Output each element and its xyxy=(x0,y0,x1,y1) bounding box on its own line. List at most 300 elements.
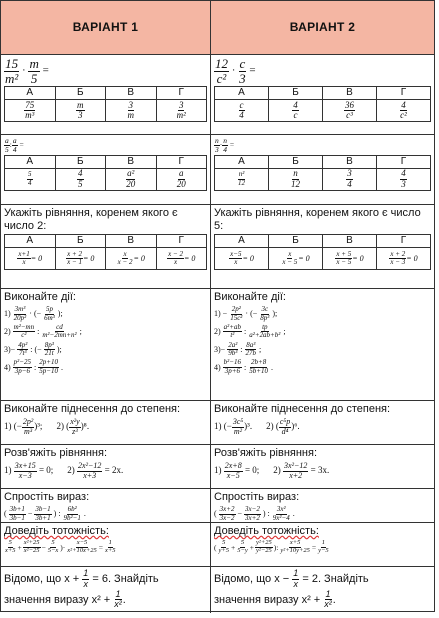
opt-tail: = 0 xyxy=(82,254,95,264)
item-pre: 1) xyxy=(4,465,12,476)
item-den: d⁴ xyxy=(281,426,289,436)
v1-t6-title: Розв'яжіть рівняння: xyxy=(4,447,108,459)
v1-t1-a-den: m² xyxy=(5,70,19,86)
variant-2-title: ВАРІАНТ 2 xyxy=(289,20,356,35)
expr-minus: − xyxy=(27,509,33,519)
option-letter-c: В xyxy=(323,235,377,248)
v2-t2-a-num: n xyxy=(215,136,219,145)
opt-num: 3 xyxy=(347,168,352,179)
item-f2-den: m²−2mn+n² xyxy=(42,331,77,340)
item-f1-den: t² xyxy=(230,331,235,340)
item-post: = 2x. xyxy=(104,465,124,476)
opt-num: a xyxy=(179,168,184,179)
line-text: = 2. Знайдіть xyxy=(302,573,369,585)
option-letter-b: Б xyxy=(55,87,106,100)
opt-num: a² xyxy=(127,168,135,179)
item-f2-den: 5p−10 xyxy=(39,366,58,375)
item-end: ; xyxy=(79,327,82,337)
line-text: = 6. Знайдіть xyxy=(92,573,159,585)
v2-t2-option-d[interactable] xyxy=(377,168,431,190)
term-1-den: y+5 xyxy=(218,547,230,554)
item-f1-num: 4p² xyxy=(18,340,28,349)
opt-num: n² xyxy=(238,170,245,179)
frac-num: 1 xyxy=(293,568,299,579)
item-f1-num: 2a² xyxy=(228,340,238,349)
plus-operator: + xyxy=(17,543,22,552)
v1-t1-option-d[interactable] xyxy=(156,100,207,122)
term-2-num: y²+25 xyxy=(256,539,272,547)
line-text: значення виразу x² + xyxy=(214,593,321,606)
opt-num: x xyxy=(288,250,292,259)
term-4-den: y²+10y+25 xyxy=(280,547,310,554)
expr-b-num: 3b−1 xyxy=(35,505,51,514)
item-end: ); xyxy=(56,344,62,354)
v2-t3-option-b[interactable] xyxy=(269,248,323,270)
opt-den: c² xyxy=(400,110,407,121)
v2-t2-option-c[interactable] xyxy=(323,168,377,190)
v1-t2-a-num: a xyxy=(5,136,9,145)
expr-end: . xyxy=(83,509,86,519)
item-num: 3c⁵ xyxy=(232,417,244,427)
opt-den: m² xyxy=(176,110,186,121)
v1-t6-items xyxy=(4,462,207,480)
item-den: x+2 xyxy=(289,470,303,480)
v1-t2-option-c[interactable] xyxy=(106,168,157,190)
item-post: )³; xyxy=(34,421,43,432)
v2-t5-title: Виконайте піднесення до степеня: xyxy=(214,403,391,415)
opt-den: 4 xyxy=(28,178,32,187)
item-end: . xyxy=(270,362,273,372)
term-1-den: x+5 xyxy=(5,547,16,554)
equals-sign: = xyxy=(311,543,317,552)
line-text: значення виразу x² + xyxy=(4,593,111,606)
item-den: x−3 xyxy=(18,470,32,480)
v1-t2-options xyxy=(4,155,207,191)
v1-task-8 xyxy=(1,523,211,567)
opt-tail: = 0 xyxy=(406,254,418,264)
v2-t3-option-c[interactable] xyxy=(323,248,377,270)
item-f1-den: 3p−6 xyxy=(14,366,30,375)
frac-den: x² xyxy=(324,599,332,610)
v2-t6-item-1 xyxy=(214,462,259,480)
v2-t8-title: Доведіть тотожність: xyxy=(214,525,319,537)
expr-operator: ) : xyxy=(262,509,270,519)
v1-t1-option-c[interactable] xyxy=(106,100,157,122)
item-den: m² xyxy=(233,426,243,436)
opt-num: x + 2 xyxy=(390,250,406,259)
item-number: 1) − xyxy=(214,309,228,319)
v2-t3-options xyxy=(214,234,431,270)
opt-den: c³ xyxy=(346,110,353,121)
v1-t3-option-b[interactable] xyxy=(55,248,106,270)
colon-operator: : xyxy=(9,140,12,150)
v2-t4-item-3 xyxy=(214,342,431,358)
v1-task-4 xyxy=(1,289,211,401)
v1-t9-line-1 xyxy=(4,569,207,590)
opt-num: x+1 xyxy=(18,250,30,259)
v1-t7-title: Спростіть вираз: xyxy=(4,491,90,503)
item-pre: 1) xyxy=(214,465,222,476)
expr-a-num: 3x+2 xyxy=(219,505,235,514)
v2-t5-item-1 xyxy=(214,418,252,436)
option-letter-a: А xyxy=(215,87,269,100)
expr-operator: ) : xyxy=(53,509,61,519)
v2-t2-eq: = xyxy=(229,140,235,150)
opt-num: m xyxy=(77,99,84,110)
item-f2-num: tp xyxy=(262,322,268,331)
open-paren: ( xyxy=(214,543,217,552)
item-f2-den: a²+2ab+b² xyxy=(249,331,281,340)
v2-t7-expression xyxy=(214,506,431,522)
item-post: = 0; xyxy=(38,465,54,476)
v2-t9-line-2 xyxy=(214,590,431,611)
v2-t2-option-a[interactable] xyxy=(215,168,269,190)
v2-t2-b-den: 4 xyxy=(223,144,227,154)
item-operator: : xyxy=(240,344,243,354)
open-paren: ( xyxy=(214,509,217,519)
item-f1-num: m²−mn xyxy=(13,322,35,331)
v1-t4-item-3 xyxy=(4,342,207,358)
v1-t4-item-2 xyxy=(4,324,207,340)
opt-num: x − 2 xyxy=(168,250,183,259)
v2-t3-option-d[interactable] xyxy=(377,248,431,270)
item-num: x²y xyxy=(70,417,80,427)
v1-t1-option-b[interactable] xyxy=(55,100,106,122)
expr-b-den: 3b+1 xyxy=(35,513,51,522)
opt-tail: = 0 xyxy=(183,254,196,264)
option-letter-b: Б xyxy=(269,155,323,168)
v1-t2-option-b[interactable] xyxy=(55,168,106,190)
v1-task-7 xyxy=(1,489,211,523)
line-text: Відомо, що x − xyxy=(214,573,290,585)
item-f2-num: 8a³ xyxy=(246,340,256,349)
v2-t1-a-den: c² xyxy=(216,70,227,86)
v1-task-6 xyxy=(1,445,211,489)
item-num: 3x²−12 xyxy=(284,461,308,471)
variant-2-header xyxy=(211,1,434,55)
item-pre: 2) xyxy=(67,465,75,476)
option-letter-c: В xyxy=(323,87,377,100)
v2-t1-options xyxy=(214,86,431,122)
expr-a-den: 3x−2 xyxy=(219,513,235,522)
item-post: = 3x. xyxy=(310,465,330,476)
term-5-den: y−5 xyxy=(318,547,329,554)
option-letter-d: Г xyxy=(156,87,207,100)
v2-t4-item-4 xyxy=(214,359,431,375)
v2-task-2 xyxy=(211,135,434,205)
v1-t2-option-a[interactable] xyxy=(5,168,56,190)
dot-operator: · xyxy=(231,64,236,77)
expr-a-num: 3b+1 xyxy=(9,505,25,514)
frac-num: 1 xyxy=(83,568,89,579)
option-letter-a: А xyxy=(5,87,56,100)
v2-t2-b-num: n xyxy=(223,136,227,145)
expr-b-den: 3x+2 xyxy=(245,513,260,522)
item-den: z³ xyxy=(72,426,78,436)
opt-tail: = 0 xyxy=(298,254,310,264)
line-text: Відомо, що x + xyxy=(4,573,80,585)
frac-den: x xyxy=(83,578,89,589)
v2-t1-option-b[interactable] xyxy=(269,100,323,122)
v1-t8-title: Доведіть тотожність: xyxy=(4,525,109,537)
item-den: m³ xyxy=(23,426,33,436)
v1-t7-expression xyxy=(4,506,207,522)
opt-num: x + 5 xyxy=(336,250,352,259)
opt-den: x − 1 xyxy=(67,258,82,267)
item-operator: : (− xyxy=(30,344,42,354)
option-letter-a: А xyxy=(5,155,56,168)
item-f1-den: 15c² xyxy=(230,313,243,322)
v2-t3-option-a[interactable] xyxy=(215,248,269,270)
term-2-num: x²+25 xyxy=(23,539,40,547)
v1-t1-frac-b xyxy=(28,57,39,85)
opt-den: x − 3 xyxy=(390,258,406,267)
v1-t1-frac-a xyxy=(4,57,19,85)
v2-t1-option-c[interactable] xyxy=(323,100,377,122)
item-post: )⁸. xyxy=(80,421,90,432)
v2-task-6 xyxy=(211,445,434,489)
item-pre: 2) xyxy=(273,465,281,476)
opt-den: 5 xyxy=(78,178,83,189)
frac-num: 1 xyxy=(115,589,121,600)
v2-t9-text xyxy=(214,569,431,611)
open-paren: ( xyxy=(4,509,7,519)
opt-num: x + 2 xyxy=(67,250,82,259)
v2-t7-title: Спростіть вираз: xyxy=(214,491,300,503)
term-2-den: y²−25 xyxy=(256,547,272,554)
dot-operator: · xyxy=(22,64,26,77)
item-pre: 2) ( xyxy=(56,421,70,432)
v1-t5-item-2 xyxy=(56,418,89,436)
opt-den: m³ xyxy=(25,110,35,121)
item-f2-den: 8p³ xyxy=(260,313,270,322)
v1-t8-identity xyxy=(4,540,207,555)
v1-t1-b-num: m xyxy=(29,56,39,71)
item-f2-den: 27b xyxy=(245,348,257,357)
v2-t8-identity xyxy=(214,540,431,555)
item-f1-num: 2p² xyxy=(231,305,241,314)
line-end: . xyxy=(122,593,126,606)
opt-den: m xyxy=(127,110,134,121)
variant-1-header xyxy=(1,1,211,55)
v2-t9-line-1 xyxy=(214,569,431,590)
item-operator: : xyxy=(37,327,40,337)
option-letter-a: А xyxy=(215,235,269,248)
option-letter-a: А xyxy=(5,235,56,248)
frac-den: x xyxy=(293,578,299,589)
option-letter-d: Г xyxy=(156,235,207,248)
v2-t1-b-num: c xyxy=(239,56,246,71)
item-f1-den: 3p+6 xyxy=(224,366,240,375)
v1-t5-item-1 xyxy=(4,418,42,436)
item-number: 3)− xyxy=(214,344,226,354)
option-letter-c: В xyxy=(323,155,377,168)
v2-t2-options xyxy=(214,155,431,191)
item-number: 2) xyxy=(214,327,221,337)
option-letter-c: В xyxy=(106,87,157,100)
item-f2-num: 2b+8 xyxy=(250,358,267,367)
opt-den: 12 xyxy=(291,178,300,189)
term-1-num: 5 xyxy=(222,539,226,547)
opt-den: x xyxy=(22,258,26,267)
v2-t1-option-a[interactable] xyxy=(215,100,269,122)
v1-t4-title: Виконайте дії: xyxy=(4,291,76,303)
item-f2-den: 5b+10 xyxy=(249,366,268,375)
v2-t6-title: Розв'яжіть рівняння: xyxy=(214,447,318,459)
expr-end: . xyxy=(292,509,295,519)
v1-t4-item-1 xyxy=(4,306,207,322)
v2-t2-a-den: 3 xyxy=(215,144,219,154)
opt-den: 20 xyxy=(176,178,186,189)
term-5-num: 1 xyxy=(108,539,112,547)
option-letter-d: Г xyxy=(156,155,207,168)
v2-task-3 xyxy=(211,205,434,289)
opt-den: x − 5 xyxy=(282,258,298,267)
term-3-den: 5−y xyxy=(237,547,248,554)
item-f1-den: c² xyxy=(21,331,27,340)
colon-operator: ): xyxy=(273,543,279,552)
item-operator: · (− xyxy=(245,309,258,319)
v2-task-4 xyxy=(211,289,434,401)
opt-den: 3 xyxy=(78,110,83,121)
item-post: = 0; xyxy=(244,465,260,476)
term-4-num: x−5 xyxy=(76,539,88,547)
expr-c-num: 3x² xyxy=(276,505,286,514)
opt-num: x−5 xyxy=(230,250,242,259)
option-letter-d: Г xyxy=(377,235,431,248)
v1-t5-items xyxy=(4,418,207,436)
item-f2-den: 21t xyxy=(44,348,54,357)
item-post: )⁶. xyxy=(291,421,300,432)
v2-t4-items xyxy=(214,306,431,375)
expr-a-den: 3b−1 xyxy=(9,513,25,522)
term-5-num: 1 xyxy=(321,539,325,547)
item-number: 4) xyxy=(214,362,221,372)
v1-t3-option-d[interactable] xyxy=(156,248,207,270)
opt-num: n xyxy=(293,168,298,179)
opt-den: x xyxy=(234,258,238,267)
v1-t3-option-a[interactable] xyxy=(5,248,56,270)
v2-t1-option-d[interactable] xyxy=(377,100,431,122)
opt-den: 4 xyxy=(347,178,352,189)
item-f1-den: 20p² xyxy=(13,313,27,322)
frac-den: x² xyxy=(114,599,122,610)
opt-num: 4 xyxy=(401,168,406,179)
line-end: . xyxy=(332,593,336,606)
v2-t3-question: Укажіть рівняння, коренем якого є число 5: xyxy=(214,207,421,233)
opt-tail: = 0 xyxy=(30,254,43,264)
v2-t6-items xyxy=(214,462,431,480)
item-f1-num: 3m³ xyxy=(14,305,26,314)
opt-num: 36 xyxy=(345,99,354,110)
term-4-num: x+5 xyxy=(289,539,301,547)
opt-den: 4 xyxy=(239,110,244,121)
expr-c-num: 6b² xyxy=(67,505,77,514)
item-f2-num: 2p+10 xyxy=(39,358,58,367)
term-3-den: 5−x xyxy=(47,547,59,554)
item-f1-num: a²+ab xyxy=(223,322,241,331)
v1-task-1 xyxy=(1,55,211,135)
item-post: )³. xyxy=(244,421,253,432)
item-f1-num: b²−16 xyxy=(223,358,241,367)
v1-t1-a-num: 15 xyxy=(5,56,19,71)
item-end: ; xyxy=(283,327,286,337)
equals-sign: = xyxy=(98,543,103,552)
item-f2-num: 5p xyxy=(45,305,53,314)
v2-task-5 xyxy=(211,401,434,445)
term-5-den: x+5 xyxy=(105,547,116,554)
option-letter-d: Г xyxy=(377,155,431,168)
item-f2-den: 6m³ xyxy=(44,313,55,322)
minus-operator: − xyxy=(41,543,46,552)
item-num: 2x²−12 xyxy=(78,461,102,471)
opt-den: 12 xyxy=(238,178,245,187)
item-number: 2) xyxy=(4,327,11,337)
opt-num: c xyxy=(239,99,244,110)
v2-t4-item-1 xyxy=(214,306,431,322)
item-num: 2p² xyxy=(22,417,34,427)
v1-t2-eq: = xyxy=(19,140,24,150)
v2-t1-frac-a xyxy=(214,57,229,85)
term-3-num: 5 xyxy=(240,539,245,547)
v2-task-1 xyxy=(211,55,434,135)
option-letter-d: Г xyxy=(377,87,431,100)
opt-den: x xyxy=(173,258,178,267)
variant-1-title: ВАРІАНТ 1 xyxy=(72,20,139,35)
item-f1-den: 9b³ xyxy=(228,348,238,357)
item-operator: : xyxy=(244,362,247,372)
opt-num: 4 xyxy=(401,99,406,110)
opt-num: 4 xyxy=(78,168,83,179)
v2-t1-eq: = xyxy=(249,64,256,77)
v2-t2-option-b[interactable] xyxy=(269,168,323,190)
opt-den: x − 2 xyxy=(117,258,133,267)
expr-c-den: 9x²−4 xyxy=(272,513,290,522)
v1-t3-options xyxy=(4,234,207,270)
v2-t4-item-2 xyxy=(214,324,431,340)
item-end: ); xyxy=(57,309,63,319)
item-pre: 2) ( xyxy=(266,421,279,432)
v1-t3-question: Укажіть рівняння, коренем якого є число 2: xyxy=(4,207,178,233)
v1-t2-option-d[interactable] xyxy=(156,168,207,190)
v2-t1-b-den: 3 xyxy=(239,70,246,86)
item-f1-num: p²−25 xyxy=(13,358,31,367)
opt-num: x xyxy=(123,250,127,259)
v1-t9-line-2 xyxy=(4,590,207,611)
term-3-num: 5 xyxy=(51,539,55,547)
opt-num: 3 xyxy=(128,99,133,110)
opt-den: 20 xyxy=(126,178,136,189)
v1-t3-option-c[interactable] xyxy=(106,248,157,270)
expr-minus: − xyxy=(237,509,243,519)
v2-t5-item-2 xyxy=(266,418,299,436)
item-num: 3x+15 xyxy=(14,461,36,471)
opt-tail: = 0 xyxy=(242,254,254,264)
v1-task-3 xyxy=(1,205,211,289)
option-letter-c: В xyxy=(106,235,157,248)
item-num: c⁵p xyxy=(279,417,291,427)
opt-den: x − 5 xyxy=(336,258,352,267)
item-den: x−5 xyxy=(226,470,240,480)
v1-t9-text xyxy=(4,569,207,611)
v1-t2-b-den: 4 xyxy=(12,144,17,154)
plus-operator: + xyxy=(249,543,255,552)
v1-t4-items xyxy=(4,306,207,375)
v1-t5-title: Виконайте піднесення до степеня: xyxy=(4,403,181,415)
term-2-den: x²−25 xyxy=(23,547,40,554)
v1-t1-option-a[interactable] xyxy=(5,100,56,122)
item-end: ); xyxy=(272,309,278,319)
